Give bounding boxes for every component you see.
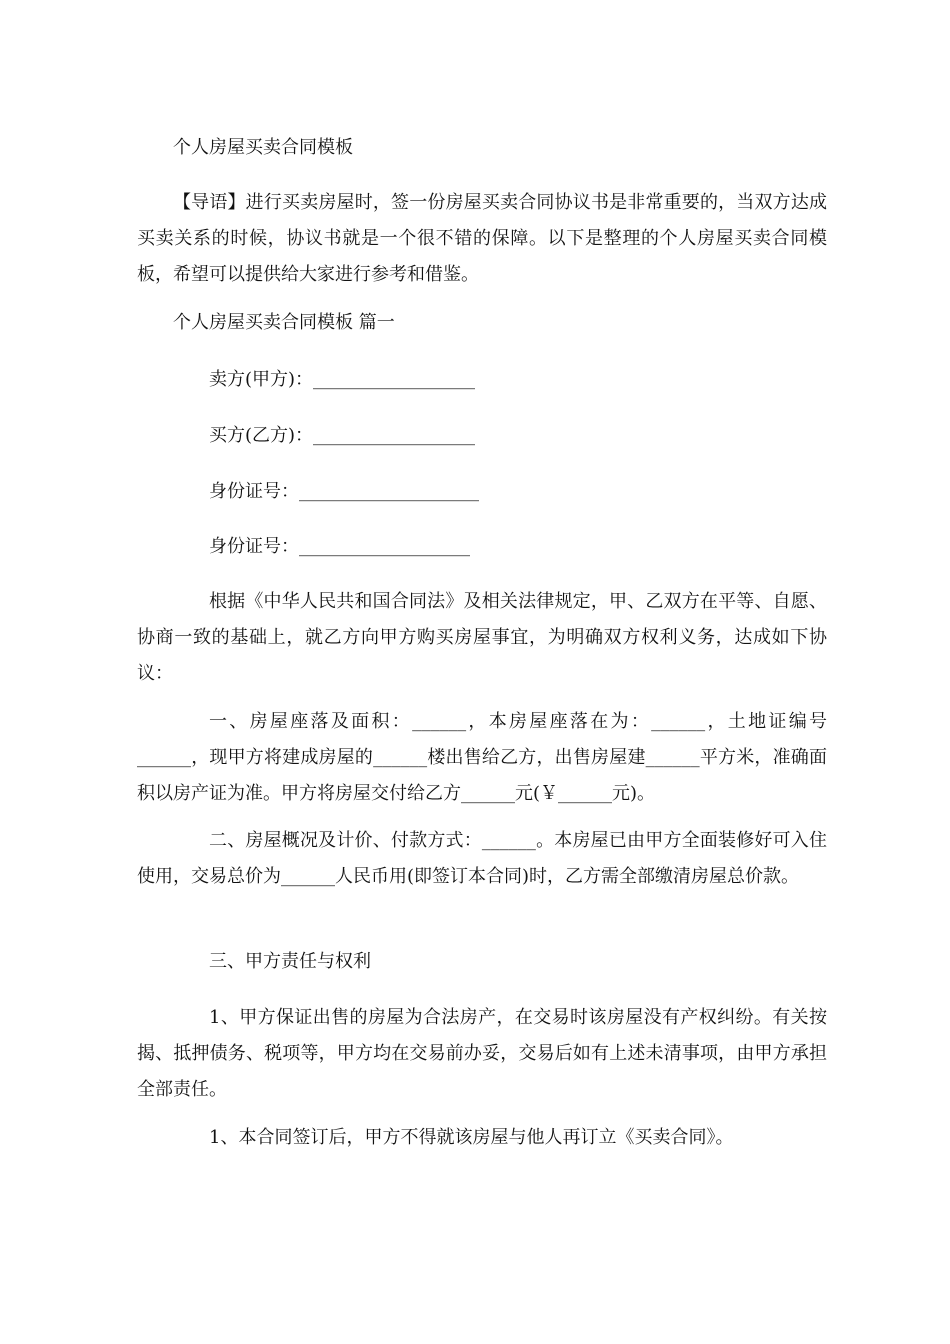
section-title: 个人房屋买卖合同模板 篇一 bbox=[173, 312, 395, 333]
clause-3-item-1: 1、甲方保证出售的房屋为合法房产，在交易时该房屋没有产权纠纷。有关按揭、抵押债务、税项等，甲方均在交易前办妥，交易后如有上述未清事项，由甲方承担全部责任。 bbox=[137, 1007, 827, 1100]
clause-3-item-2: 1、本合同签订后，甲方不得就该房屋与他人再订立《买卖合同》。 bbox=[209, 1127, 734, 1148]
buyer-field: 买方(乙方)：__________________ bbox=[209, 425, 476, 446]
seller-field: 卖方(甲方)：__________________ bbox=[209, 369, 476, 390]
clause-3-title: 三、甲方责任与权利 bbox=[209, 951, 371, 972]
preamble-paragraph: 根据《中华人民共和国合同法》及相关法律规定，甲、乙双方在平等、自愿、协商一致的基础上，就乙方向甲方购买房屋事宜，为明确双方权利义务，达成如下协议： bbox=[137, 591, 827, 684]
intro-paragraph: 【导语】进行买卖房屋时，签一份房屋买卖合同协议书是非常重要的，当双方达成买卖关系的时候，协议书就是一个很不错的保障。以下是整理的个人房屋买卖合同模板，希望可以提供给大家进行参考和借鉴。 bbox=[137, 192, 827, 285]
buyer-id-field: 身份证号：___________________ bbox=[209, 536, 470, 557]
clause-2-paragraph: 二、房屋概况及计价、付款方式：______。本房屋已由甲方全面装修好可入住使用，交易总价为______人民币用(即签订本合同)时，乙方需全部缴清房屋总价款。 bbox=[137, 830, 827, 887]
clause-1-paragraph: 一、房屋座落及面积：______，本房屋座落在为：______，土地证编号______，现甲方将建成房屋的______楼出售给乙方，出售房屋建______平方米，准确面积以房产证为准。甲方将房屋交付给乙方______元(￥______元)。 bbox=[137, 711, 827, 804]
seller-id-field: 身份证号：____________________ bbox=[209, 481, 479, 502]
document-title: 个人房屋买卖合同模板 bbox=[173, 137, 353, 158]
